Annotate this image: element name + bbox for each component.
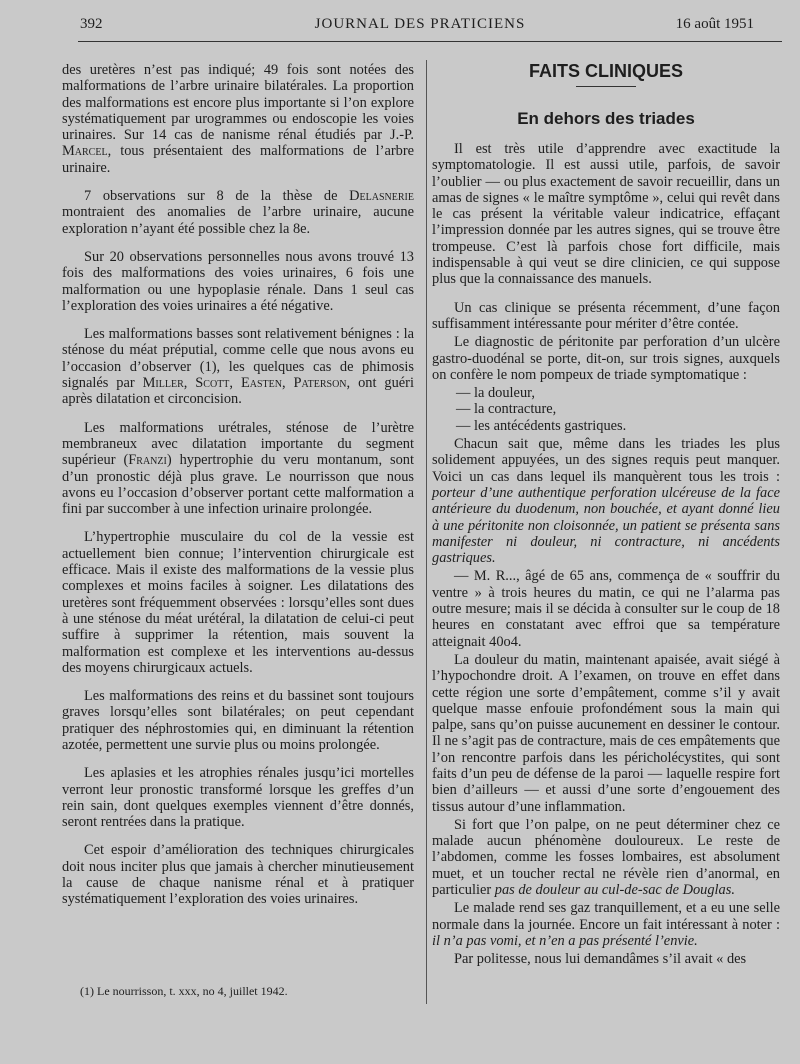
paragraph [432, 817, 780, 898]
list-item: — les antécédents gastriques. [456, 417, 627, 434]
text: , ont guéri après dilatation et circoncision. [62, 375, 414, 408]
paragraph: La douleur du matin, maintenant apaisée, avait siégé à l’hypochondre droit. A l’examen, on trouve en effet dans cette région une sorte d’empâtement, comme s’il y avait quelque masse enfouie profondément sous la main qui palpe, sans qu’on puisse aucunement en dessiner le contour. Il ne s’agit pas de contracture, mais de ces empâtements que l’on rencontre parfois dans les péricholécystites, qui sont faits d’un peu de défense de la paroi — laquelle respire fort bien d’ailleurs — et aussi d’une sorte d’engouement des tissus autour d’une inflammation. [432, 651, 780, 815]
right-column [432, 58, 780, 970]
title-underline [576, 86, 636, 87]
text: 7 observations sur 8 de la thèse de [84, 188, 338, 205]
paragraph: — M. R..., âgé de 65 ans, commença de « souffrir du ventre » à trois heures du matin, ce qui ne l’alarma pas outre mesure; mais il se décida à consulter sur le coup de 18 heures en constatant avec effroi que sa température atteignait 40o4. [432, 568, 780, 650]
section-title: FAITS CLINIQUES [528, 61, 683, 81]
paragraph: Il est très utile d’apprendre avec exactitude la symptomatologie. Il est aussi utile, parfois, de savoir l’oublier — ou plus exactement de savoir recueillir, dans un amas de signes « le maître symptôme », celui qui revêt dans le cas présent la véritable valeur indicatrice, effaçant l’impression donnée par les autres signes, qui se trouve être trompeuse. C’est là parfois chose fort difficile, mais indispensable à qui veut se dire clinicien, ce qui suppose plus que la connaissance des manuels. [432, 141, 780, 288]
paragraph [62, 326, 414, 407]
paragraph [62, 188, 414, 237]
author-name: Franzi [128, 452, 167, 469]
italic-text: pas de douleur au cul-de-sac de Douglas. [494, 882, 735, 899]
text: montraient des anomalies de l’arbre urinaire, aucune exploration n’ayant été possible chez la 8e. [62, 204, 414, 237]
paragraph: Les aplasies et les atrophies rénales jusqu’ici mortelles verront leur pronostic transformé lorsque les greffes d’un rein sain, dont quelques exemples viennent d’être donnés, seront rentrées dans la pratique. [62, 765, 414, 831]
page-number: 392 [80, 16, 103, 32]
text: Les malformations basses sont relativement bénignes : la sténose du méat préputial, comme celle que nous avons eu l’occasion d’observer (1), les quelques cas de phimosis signalés par [62, 326, 414, 392]
paragraph [62, 420, 414, 518]
left-column [62, 62, 414, 920]
italic-text: porteur d’une authentique perforation ulcéreuse de la face antérieure du duodenum, non bouchée, et ayant donné lieu à une péritonite non cloisonnée, un patient se présenta sans manifester ni douleur, ni contracture, ni ancédents gastriques. [432, 484, 780, 567]
author-name: Delasnerie [349, 188, 414, 205]
journal-title: JOURNAL DES PRATICIENS [314, 16, 526, 32]
page-header [62, 16, 778, 38]
paragraph: Le diagnostic de péritonite par perforation d’un ulcère gastro-duodénal se porte, dit-on, sur trois signes, auxquels on confère le nom pompeux de triade symptomatique : [432, 334, 780, 383]
paragraph: Par politesse, nous lui demandâmes s’il avait « des [454, 951, 747, 968]
issue-date: 16 août 1951 [675, 16, 754, 32]
paragraph [62, 62, 414, 176]
text: Le malade rend ses gaz tranquillement, et a eu une selle normale dans la journée. Encore un fait intéressant à noter : [432, 900, 780, 933]
paragraph [432, 436, 780, 566]
list-item: — la contracture, [456, 401, 557, 418]
paragraph: Les malformations des reins et du bassinet sont toujours graves lorsqu’elles sont bilatérales; on peut cependant pratiquer des néphrostomies qui, en diminuant la rétention azotée, permettent une survie plus ou moins prolongée. [62, 688, 414, 753]
paragraph [432, 900, 780, 949]
paragraph: Un cas clinique se présenta récemment, d’une façon suffisamment intéressante pour mériter d’être contée. [432, 299, 780, 332]
text: , tous présentaient des malformations de l’arbre urinaire. [62, 143, 414, 176]
text: Si fort que l’on palpe, on ne peut déterminer chez ce malade aucun phénomène douloureux. Le reste de l’abdomen, comme les fosses lombaires, est absolument muet, et un toucher rectal ne révèle rien d’anormal, en particulier [432, 816, 780, 899]
subsection-title: En dehors des triades [517, 109, 695, 128]
footnote: (1) Le nourrisson, t. xxx, no 4, juillet 1942. [80, 984, 288, 998]
paragraph: Sur 20 observations personnelles nous avons trouvé 13 fois des malformations des voies urinaires, 6 fois une malformation ou une hypoplasie rénale. Dans 1 seul cas l’exploration des voies urinaires a été négative. [62, 248, 414, 314]
header-rule [78, 41, 782, 42]
list-item: — la douleur, [456, 385, 535, 402]
text: ) hypertrophie du veru montanum, sont d’un pronostic déjà plus grave. Le nourrisson que nous avons eu l’occasion d’observer portant cette malformation a fini par succomber à une infection urinaire prolongée. [62, 452, 414, 518]
text: Les malformations urétrales, sténose de l’urètre membraneux avec dilatation importante du segment supérieur ( [62, 419, 414, 469]
paragraph: L’hypertrophie musculaire du col de la vessie est actuellement bien connue; l’intervention chirurgicale est efficace. Mais il existe des malformations de la vessie plus complexes et moins faciles à soigner. Les dilatations des uretères sont fréquemment observées : lorsqu’elles sont dues à une sténose du méat urétéral, la dilatation de celui-ci peut suffire à supprimer la rétention, mais souvent la malformation est complexe et les interventions au-dessus des moyens chirurgicaux actuels. [62, 529, 414, 676]
paragraph: Cet espoir d’amélioration des techniques chirurgicales doit nous inciter plus que jamais à chercher minutieusement la cause de chaque nanisme rénal et à pratiquer systématiquement l’exploration des voies urinaires. [62, 842, 414, 908]
text: Chacun sait que, même dans les triades les plus solidement appuyées, un des signes requis peut manquer. Voici un cas dans lequel ils manquèrent tous les trois : [432, 436, 780, 485]
text: des uretères n’est pas indiqué; 49 fois sont notées des malformations de l’arbre urinaire bilatérales. La proportion des malformations est encore plus importante si l’on explore systématiquement par urogrammes ou endoscopie les voies urinaires. Sur 14 cas de nanisme rénal étudiés par J.-P. [62, 62, 414, 144]
italic-text: il n’a pas vomi, et n’en a pas présenté l’envie. [432, 932, 698, 949]
author-name: Marcel [62, 143, 108, 160]
column-divider [426, 60, 427, 1004]
author-names: Miller, Scott, Easten, Paterson [142, 375, 347, 392]
